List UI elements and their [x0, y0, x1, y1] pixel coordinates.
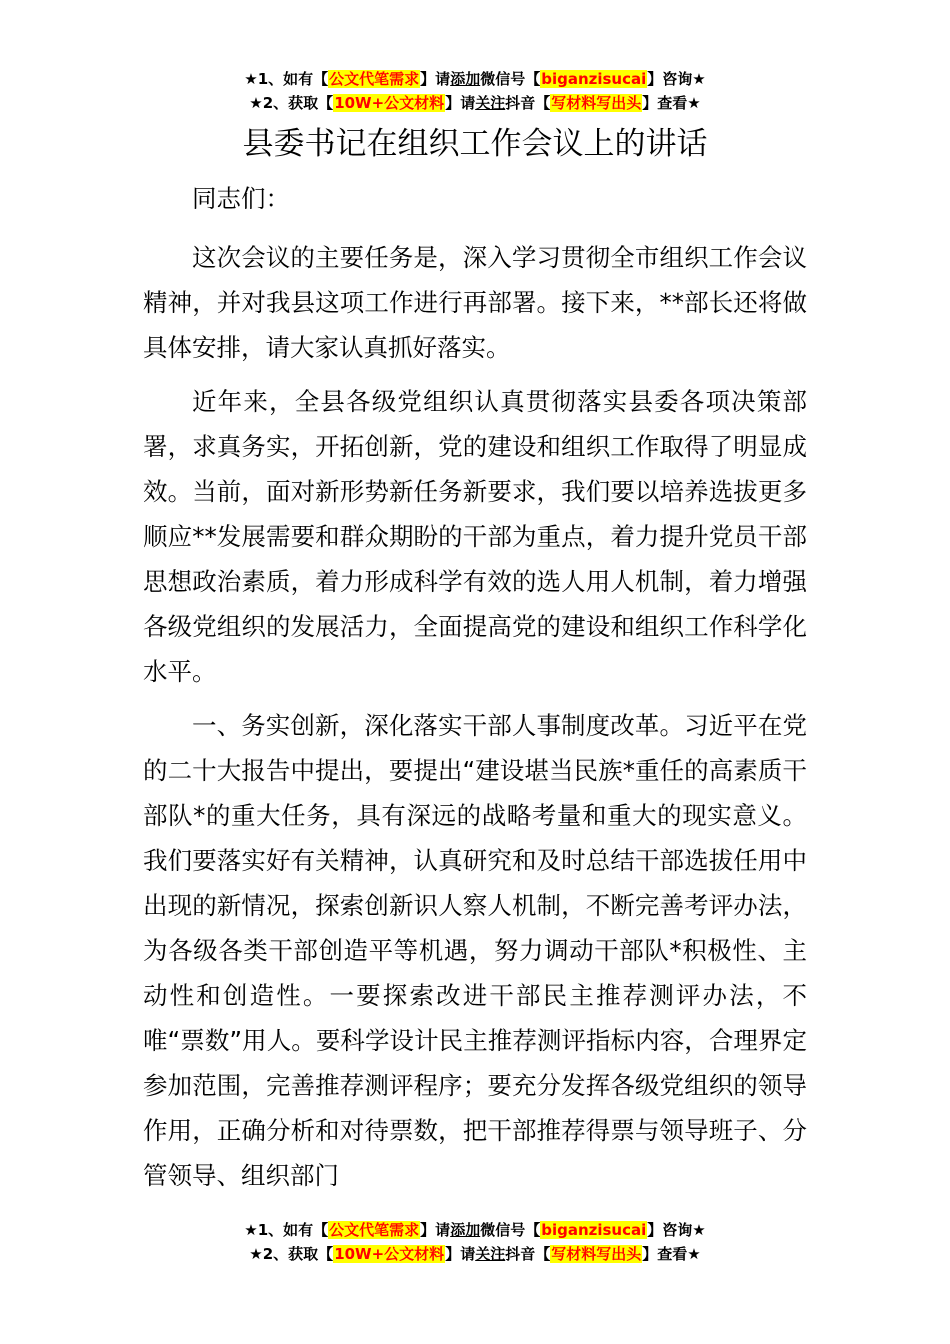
banner-text: ★1、如有【	[244, 70, 329, 88]
banner-text: 】请	[420, 70, 451, 88]
banner-text: 】请	[420, 1221, 451, 1239]
banner-highlight: biganzisucai	[541, 1221, 647, 1239]
paragraph: 近年来，全县各级党组织认真贯彻落实县委各项决策部署，求真务实，开拓创新，党的建设和组织工作取得了明显成效。当前，面对新形势新任务新要求，我们要以培养选拔更多顺应**发展需要和群众期盼的干部为重点，着力提升党员干部思想政治素质，着力形成科学有效的选人用人机制，着力增强各级党组织的发展活力，全面提高党的建设和组织工作科学化水平。	[143, 387, 807, 686]
banner-highlight: 10W+公文材料	[334, 1245, 445, 1263]
banner-highlight: 写材料写出头	[551, 94, 642, 112]
salutation: 同志们：	[192, 184, 290, 213]
banner-line-1	[0, 67, 950, 91]
banner-highlight: 公文代笔需求	[329, 70, 420, 88]
banner-underlined: 关注	[475, 94, 506, 112]
document-body	[143, 176, 807, 1207]
banner-highlight: 公文代笔需求	[329, 1221, 420, 1239]
banner-line-2	[0, 1242, 950, 1266]
paragraph: 这次会议的主要任务是，深入学习贯彻全市组织工作会议精神，并对我县这项工作进行再部署。接下来，**部长还将做具体安排，请大家认真抓好落实。	[143, 243, 807, 362]
footer-banner	[0, 1218, 950, 1266]
banner-underlined: 添加	[450, 70, 481, 88]
paragraph: 一、务实创新，深化落实干部人事制度改革。习近平在党的二十大报告中提出，要提出“建设堪当民族*重任的高素质干部队*的重大任务，具有深远的战略考量和重大的现实意义。我们要落实好有关精神，认真研究和及时总结干部选拔任用中出现的新情况，探索创新识人察人机制，不断完善考评办法，为各级各类干部创造平等机遇，努力调动干部队*积极性、主动性和创造性。一要探索改进干部民主推荐测评办法，不唯“票数”用人。要科学设计民主推荐测评指标内容，合理界定参加范围，完善推荐测评程序；要充分发挥各级党组织的领导作用，正确分析和对待票数，把干部推荐得票与领导班子、分管领导、组织部门	[143, 711, 807, 1190]
banner-text: 】查看★	[642, 1245, 701, 1263]
banner-highlight: 写材料写出头	[551, 1245, 642, 1263]
header-banner	[0, 67, 950, 115]
banner-highlight: 10W+公文材料	[334, 94, 445, 112]
banner-text: 抖音【	[505, 94, 551, 112]
banner-text: ★1、如有【	[244, 1221, 329, 1239]
banner-text: 】查看★	[642, 94, 701, 112]
banner-line-2	[0, 91, 950, 115]
banner-text: 】咨询★	[647, 70, 706, 88]
banner-text: ★2、获取【	[249, 94, 334, 112]
banner-highlight: biganzisucai	[541, 70, 647, 88]
banner-underlined: 添加	[450, 1221, 481, 1239]
document-title: 县委书记在组织工作会议上的讲话	[242, 126, 708, 162]
banner-text: 】请	[445, 1245, 476, 1263]
banner-text: 】咨询★	[647, 1221, 706, 1239]
banner-text: 微信号【	[480, 1221, 541, 1239]
banner-line-1	[0, 1218, 950, 1242]
banner-text: 】请	[445, 94, 476, 112]
banner-underlined: 关注	[475, 1245, 506, 1263]
banner-text: ★2、获取【	[249, 1245, 334, 1263]
banner-text: 抖音【	[505, 1245, 551, 1263]
banner-text: 微信号【	[480, 70, 541, 88]
